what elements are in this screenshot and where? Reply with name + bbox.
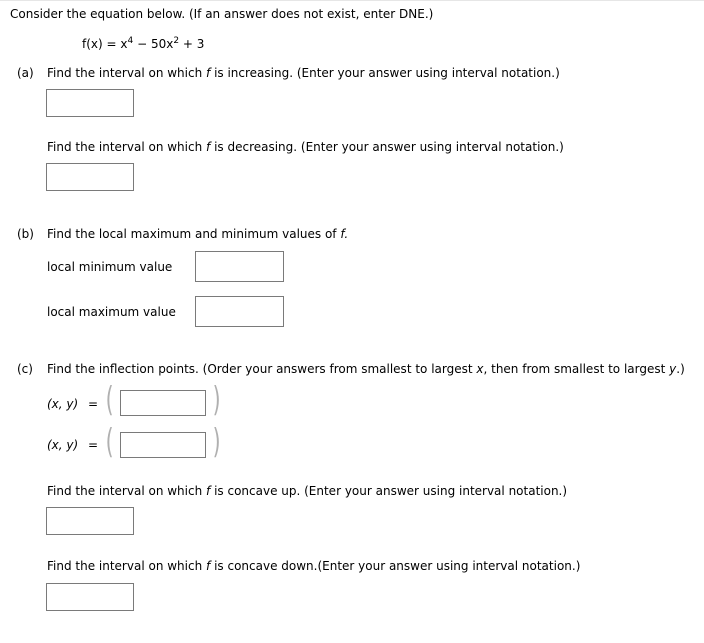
q-text: , then from smallest to largest <box>483 362 670 376</box>
decreasing-interval-input[interactable] <box>47 164 133 190</box>
q-text: is concave up. (Enter your answer using interval notation.) <box>210 484 568 498</box>
right-paren-icon: ) <box>212 422 221 462</box>
q-f: f. <box>340 227 349 241</box>
q-f: f <box>206 140 211 154</box>
intro-text: Consider the equation below. (If an answer does not exist, enter DNE.) <box>10 7 434 21</box>
local-max-field[interactable] <box>195 296 284 327</box>
equation-lhs: f(x) <box>82 37 103 51</box>
part-a-question-decreasing <box>47 140 564 154</box>
q-text: is decreasing. (Enter your answer using interval notation.) <box>210 140 564 154</box>
part-a-label: (a) <box>17 66 34 80</box>
concave-down-question <box>47 559 580 573</box>
q-text: Find the interval on which <box>47 66 207 80</box>
top-divider <box>0 0 704 1</box>
local-max-label: local maximum value <box>47 305 176 319</box>
equation <box>82 36 204 51</box>
increasing-interval-input[interactable] <box>47 90 133 116</box>
q-x: x <box>476 362 484 376</box>
q-text: is increasing. (Enter your answer using interval notation.) <box>210 66 560 80</box>
q-y: y <box>669 362 677 376</box>
inflection-point-2-input[interactable] <box>121 433 205 457</box>
point1-label <box>47 397 98 411</box>
point-label-text: (x, y) <box>47 397 79 411</box>
increasing-interval-field[interactable] <box>46 89 134 117</box>
part-c-question <box>47 362 685 376</box>
concave-up-input[interactable] <box>47 508 133 534</box>
q-text: Find the inflection points. (Order your answers from smallest to largest <box>47 362 477 376</box>
equation-exp2: 2 <box>173 36 180 46</box>
concave-up-field[interactable] <box>46 507 134 535</box>
equation-equals: = <box>106 37 117 51</box>
equation-coef: 50x <box>150 37 174 51</box>
equation-minus: − <box>137 37 148 51</box>
q-f: f <box>206 484 211 498</box>
concave-up-question <box>47 484 567 498</box>
point-label-text: (x, y) <box>47 438 79 452</box>
q-text: .) <box>676 362 685 376</box>
part-b-question <box>47 227 348 241</box>
q-f: f <box>206 66 211 80</box>
q-text: Find the interval on which <box>47 484 207 498</box>
point-equals: = <box>88 397 99 411</box>
left-paren-icon: ( <box>105 422 114 462</box>
q-text: Find the interval on which <box>47 559 207 573</box>
point2-label <box>47 438 98 452</box>
part-a-question-increasing <box>47 66 560 80</box>
q-text: is concave down.(Enter your answer using interval notation.) <box>210 559 581 573</box>
right-paren-icon: ) <box>212 380 221 420</box>
q-text: Find the local maximum and minimum values of <box>47 227 341 241</box>
local-min-input[interactable] <box>196 252 283 281</box>
equation-exp1: 4 <box>127 36 134 46</box>
equation-x: x <box>120 37 128 51</box>
equation-constant: + 3 <box>182 37 205 51</box>
decreasing-interval-field[interactable] <box>46 163 134 191</box>
inflection-point-1-field[interactable] <box>120 390 206 416</box>
part-c-label: (c) <box>17 362 33 376</box>
local-min-label: local minimum value <box>47 260 173 274</box>
inflection-point-2-field[interactable] <box>120 432 206 458</box>
local-min-field[interactable] <box>195 251 284 282</box>
left-paren-icon: ( <box>105 380 114 420</box>
concave-down-input[interactable] <box>47 584 133 610</box>
point-equals: = <box>88 438 99 452</box>
concave-down-field[interactable] <box>46 583 134 611</box>
local-max-input[interactable] <box>196 297 283 326</box>
q-text: Find the interval on which <box>47 140 207 154</box>
part-b-label: (b) <box>17 227 34 241</box>
q-f: f <box>206 559 211 573</box>
inflection-point-1-input[interactable] <box>121 391 205 415</box>
